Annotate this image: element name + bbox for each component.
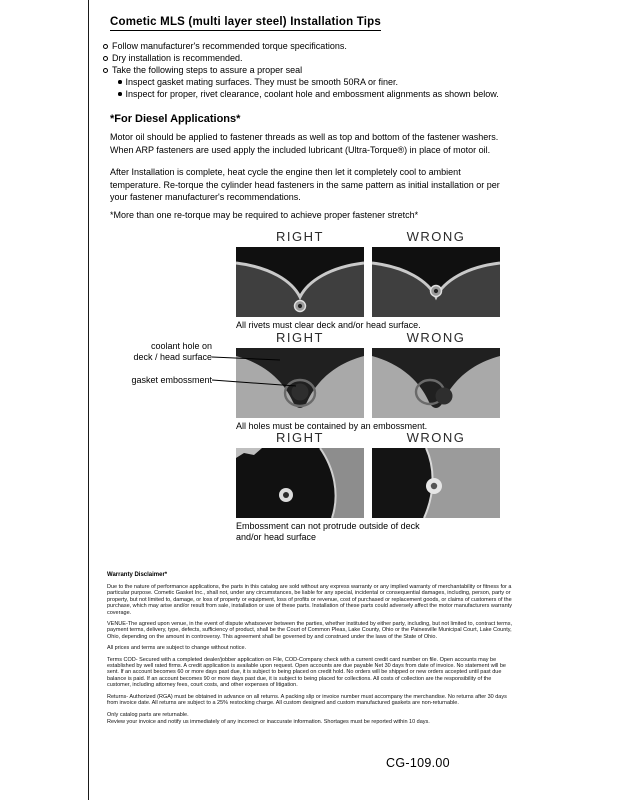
figure-embossment-caption: Embossment can not protrude outside of deck and/or head surface [236, 521, 420, 542]
callout-line: deck / head surface [133, 351, 212, 362]
diesel-paragraph-1: Motor oil should be applied to fastener threads as well as top and bottom of the fastener washers. When ARP fasteners are used apply the included lubricant (Ultra-Torque®) in place of motor oil. [110, 132, 499, 155]
right-label: RIGHT [276, 430, 324, 445]
callout-leader-lines [212, 344, 312, 394]
warranty-disclaimer [107, 572, 512, 731]
wrong-label: WRONG [406, 229, 466, 244]
right-label: RIGHT [276, 330, 324, 345]
wrong-label: WRONG [406, 330, 466, 345]
retorque-note: *More than one re-torque may be required to achieve proper fastener stretch* [110, 210, 419, 220]
figure-coolant-holes-caption: All holes must be contained by an embossment. [236, 421, 428, 431]
warranty-paragraph: Review your invoice and notify us immediately of any incorrect or inaccurate information. Shortages must be reported within 10 days. [107, 719, 430, 726]
tip-text: Inspect for proper, rivet clearance, coolant hole and embossment alignments as shown below. [125, 89, 499, 99]
list-item [103, 40, 527, 52]
hole-outside-wrong-image [372, 348, 500, 418]
diesel-applications-heading: *For Diesel Applications* [110, 113, 241, 125]
rivet-clear-right-image [236, 247, 364, 317]
bullet-icon [118, 80, 122, 84]
embossment-inside-right-image [236, 448, 364, 518]
right-label: RIGHT [276, 229, 324, 244]
warranty-paragraph: Only catalog parts are returnable. [107, 711, 189, 718]
diesel-paragraph-2: After Installation is complete, heat cycle the engine then let it completely cool to ambient temperature. Re-torque the cylinder head fasteners in the same pattern as initial installation or per your fastener manufacturer's recommendations. [110, 167, 500, 202]
wrong-label: WRONG [406, 430, 466, 445]
warranty-paragraph: Returns- Authorized (RGA) must be obtained in advance on all returns. A packing slip or invoice number must accompany the merchandise. No returns after 30 days from invoice date. All returns are subject to a 25% restocking charge. All custom designed and custom manufactured gaskets are non-returnable. [107, 693, 507, 707]
list-item [118, 88, 527, 100]
warranty-heading: Warranty Disclaimer* [107, 572, 168, 578]
tip-text: Take the following steps to assure a proper seal [112, 65, 303, 75]
gasket-embossment-callout: gasket embossment [131, 375, 212, 385]
figure-rivets-caption: All rivets must clear deck and/or head surface. [236, 320, 421, 330]
installation-tips-list [103, 40, 527, 100]
tip-text: Follow manufacturer's recommended torque specifications. [112, 41, 347, 51]
bullet-icon [118, 92, 122, 96]
callout-line: coolant hole on [150, 341, 212, 351]
tip-text: Inspect gasket mating surfaces. They must be smooth 50RA or finer. [125, 77, 398, 87]
coolant-hole-callout [118, 341, 212, 362]
bullet-icon [103, 68, 108, 73]
list-item [103, 64, 527, 76]
list-item [118, 76, 527, 88]
page-title: Cometic MLS (multi layer steel) Installation Tips [110, 16, 381, 31]
warranty-paragraph: All prices and terms are subject to change without notice. [107, 645, 247, 652]
warranty-paragraph: Due to the nature of performance applications, the parts in this catalog are sold without any express warranty or any implied warranty of merchantability or fitness for a particular purpose. Cometic Gasket Inc., shall not, under any circumstances, be liable for any special, incidental or consequential damages, including, person, party or property, but not limited to, damage, or loss of property or equipment, loss of profits or revenue, cost of purchased or replacement goods, or claims of customers of the purchase, which may arise and/or result from sale, installation or use of these parts. Installation of these parts could adversely affect the motor manufacturers warranty coverage. [107, 584, 512, 616]
bullet-icon [103, 44, 108, 49]
list-item [103, 52, 527, 64]
embossment-protruding-wrong-image [372, 448, 500, 518]
figure-embossment [236, 430, 500, 518]
rivet-interference-wrong-image [372, 247, 500, 317]
page-number: CG-109.00 [386, 756, 450, 770]
warranty-paragraph: Terms COD- Secured with a completed dealer/jobber application on File, COD-Company check with a current credit card number on file. Open accounts may be established by well rated firms. A credit application is available upon request. Open accounts are due payable Net 30 days from date of invoice. No statement will be sent. If an account becomes 60 or more days past due, it is subject to being placed on credit hold. No orders will be shipped or new orders accepted until past due balance is paid. If an account becomes 90 or more days past due, it is subject to being placed for collections. All costs of collection are the responsibility of the customer, including attorney fees, court costs, and other expenses of litigation. [107, 656, 506, 689]
tip-text: Dry installation is recommended. [112, 53, 243, 63]
bullet-icon [103, 56, 108, 61]
page-edge-rule [88, 0, 89, 800]
warranty-paragraph: VENUE-The agreed upon venue, in the event of dispute whatsoever between the parties, whether instituted by either party, including, but not limited to, contract terms, payment terms, delivery, type, defects, sufficiency of product, shall be the Court of Common Pleas, Lake County, Ohio or the Painesville Municipal Court, Lake County, Ohio, depending on the amount in controversy. This agreement shall be governed by and construed under the laws of the State of Ohio. [107, 621, 512, 640]
figure-rivets [236, 229, 500, 317]
